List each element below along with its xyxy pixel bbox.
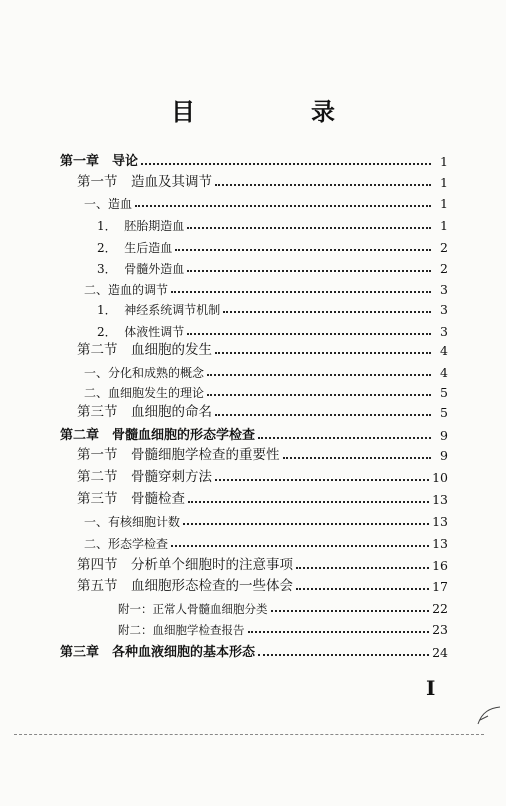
toc-entry (60, 422, 448, 442)
dot-leader (296, 588, 429, 590)
dot-leader (215, 479, 429, 481)
toc-entry-page: 5 (440, 384, 448, 400)
toc-entry (77, 442, 448, 462)
toc-entry-page: 13 (432, 535, 448, 551)
dot-leader (183, 523, 429, 525)
dot-leader (207, 374, 431, 376)
toc-entry-label: 第二章 骨髓血细胞的形态学检查 (60, 428, 256, 443)
toc-entry (97, 255, 448, 275)
dot-leader (296, 567, 429, 569)
toc-entry-label: 一、分化和成熟的概念 (84, 366, 205, 380)
scan-artifact-icon (476, 704, 502, 726)
toc-entry (84, 190, 448, 210)
toc-entry-page: 24 (432, 644, 448, 660)
toc-entry-label: 1． 神经系统调节机制 (97, 303, 221, 317)
toc-entry (84, 508, 448, 528)
page-number: I (426, 676, 436, 700)
toc-entry-label: 附二：血细胞学检查报告 (118, 622, 245, 637)
dot-leader (215, 414, 431, 416)
toc-entry-page: 4 (440, 364, 448, 380)
toc-entry (84, 530, 448, 550)
toc-entry-page: 5 (440, 404, 448, 420)
toc-entry-label: 第一章 导论 (60, 154, 139, 169)
dot-leader (171, 545, 429, 547)
toc-entry (84, 379, 448, 399)
page-title: 目 录 (171, 97, 381, 126)
dot-leader (248, 631, 430, 633)
toc-entry-page: 22 (432, 600, 448, 616)
dot-leader (187, 227, 431, 229)
dot-leader (271, 610, 430, 612)
dot-leader (175, 249, 431, 251)
toc-entry-label: 2． 体液性调节 (97, 325, 185, 339)
toc-entry-label: 二、血细胞发生的理论 (84, 386, 205, 400)
toc-entry (77, 486, 448, 506)
toc-entry-page: 3 (440, 301, 448, 317)
toc-entry-page: 2 (440, 260, 448, 276)
toc-entry-label: 第二节 血细胞的发生 (77, 341, 212, 358)
toc-entry (77, 573, 448, 593)
toc-entry-page: 3 (440, 323, 448, 339)
toc-entry-page: 1 (440, 153, 448, 169)
dot-leader (188, 501, 429, 503)
toc-entry-label: 3． 骨髓外造血 (97, 262, 185, 276)
toc-entry-page: 1 (440, 217, 448, 233)
toc-entry-label: 一、有核细胞计数 (84, 515, 181, 529)
toc-entry-label: 二、造血的调节 (84, 283, 169, 297)
toc-entry-page: 3 (440, 281, 448, 297)
dot-leader (141, 163, 431, 165)
toc-entry (77, 169, 448, 189)
toc-entry-page: 10 (432, 469, 448, 485)
toc-entry (77, 552, 448, 572)
toc-entry (77, 399, 448, 419)
toc-entry-label: 2． 生后造血 (97, 241, 173, 255)
toc-entry-label: 第三节 骨髓检查 (77, 490, 185, 507)
toc-entry (97, 296, 448, 316)
toc-entry-page: 1 (440, 174, 448, 190)
toc-entry-label: 第三节 血细胞的命名 (77, 403, 212, 420)
toc-entry (60, 148, 448, 168)
toc-entry (84, 276, 448, 296)
toc-entry (97, 212, 448, 232)
toc-entry (77, 337, 448, 357)
toc-entry-label: 第一节 骨髓细胞学检查的重要性 (77, 446, 280, 463)
toc-entry-page: 9 (440, 427, 448, 443)
dot-leader (223, 311, 431, 313)
dot-leader (258, 654, 429, 656)
dot-leader (207, 394, 431, 396)
toc-entry-label: 第一节 造血及其调节 (77, 173, 212, 190)
toc-entry-label: 第四节 分析单个细胞时的注意事项 (77, 556, 293, 573)
dot-leader (215, 184, 431, 186)
dot-leader (215, 352, 431, 354)
toc-entry-page: 1 (440, 195, 448, 211)
toc-entry (84, 359, 448, 379)
toc-entry-label: 1． 胚胎期造血 (97, 219, 185, 233)
toc-entry-label: 附一：正常人骨髓血细胞分类 (118, 601, 268, 616)
toc-entry-label: 第三章 各种血液细胞的基本形态 (60, 645, 256, 660)
dot-leader (283, 457, 432, 459)
toc-entry-page: 16 (432, 557, 448, 573)
dot-leader (171, 291, 431, 293)
toc-entry (77, 464, 448, 484)
toc-entry-page: 17 (432, 578, 448, 594)
toc-entry-page: 2 (440, 239, 448, 255)
toc-entry-label: 二、形态学检查 (84, 537, 169, 551)
toc-entry-label: 一、造血 (84, 197, 133, 211)
toc-entry-page: 13 (432, 513, 448, 529)
dot-leader (135, 205, 431, 207)
toc-entry (118, 616, 448, 636)
toc-entry (97, 318, 448, 338)
dot-leader (258, 437, 431, 439)
scan-edge-line (14, 734, 484, 735)
toc-entry-page: 23 (432, 621, 448, 637)
dot-leader (187, 270, 431, 272)
toc-entry-label: 第五节 血细胞形态检查的一些体会 (77, 577, 293, 594)
toc-entry-label: 第二节 骨髓穿刺方法 (77, 468, 212, 485)
toc-entry-page: 9 (440, 447, 448, 463)
toc-entry (97, 234, 448, 254)
toc-entry-page: 4 (440, 342, 448, 358)
dot-leader (187, 333, 431, 335)
toc-entry (60, 639, 448, 659)
toc-entry-page: 13 (432, 491, 448, 507)
toc-entry (118, 595, 448, 615)
